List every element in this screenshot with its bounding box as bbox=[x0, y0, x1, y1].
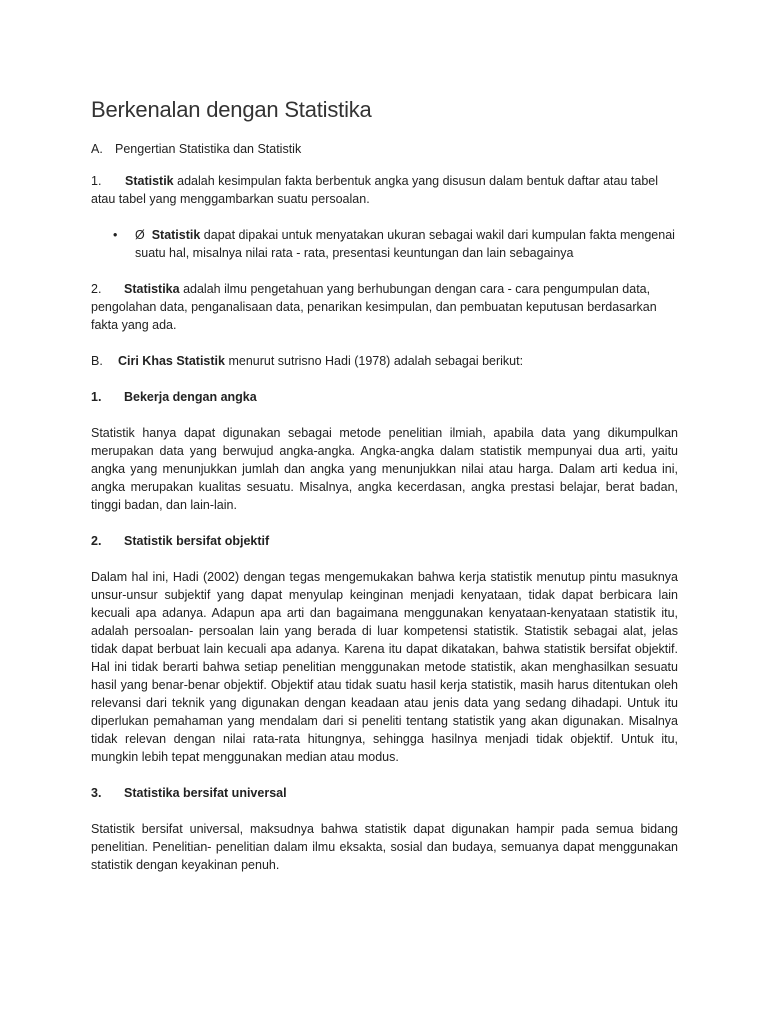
item-2-number: 2. bbox=[91, 282, 102, 296]
bullet-term: Statistik bbox=[151, 228, 201, 242]
subheading-3-number: 3. bbox=[91, 786, 102, 800]
item-1-paragraph bbox=[91, 172, 678, 208]
bullet-symbol: Ø bbox=[135, 228, 145, 242]
item-2-text: adalah ilmu pengetahuan yang berhubungan dengan cara - cara pengumpulan data, pengolahan data, penganalisaan data, penarikan kesimpulan, dan pembuatan keputusan berdasarkan fakta yang ada. bbox=[91, 282, 657, 332]
item-2-paragraph bbox=[91, 280, 678, 334]
bullet-dot: • bbox=[113, 228, 118, 242]
subheading-1-title: Bekerja dengan angka bbox=[124, 390, 257, 404]
subsection-1-paragraph: Statistik hanya dapat digunakan sebagai metode penelitian ilmiah, apabila data yang dikumpulkan merupakan data yang berwujud angka-angka. Angka-angka dalam statistik mempunyai dua arti, yaitu angka yang menunjukkan jumlah dan angka yang menunjukkan nilai atau harga. Dalam arti kedua ini, angka merupakan kualitas sesuatu. Misalnya, angka kecerdasan, angka prestasi belajar, berat badan, tinggi badan, dan lain-lain. bbox=[91, 426, 678, 512]
item-1-term: Statistik bbox=[125, 174, 174, 188]
section-b-term: Ciri Khas Statistik bbox=[118, 354, 225, 368]
subheading-2-title: Statistik bersifat objektif bbox=[124, 534, 270, 548]
subsection-3-paragraph: Statistik bersifat universal, maksudnya bahwa statistik dapat digunakan hampir pada semua bidang penelitian. Penelitian- penelitian dalam ilmu eksakta, sosial dan budaya, semuanya dapat menggunakan statistik dengan keyakinan penuh. bbox=[91, 822, 678, 872]
bullet-item bbox=[91, 226, 678, 262]
page-title: Berkenalan dengan Statistika bbox=[91, 97, 372, 122]
subheading-1-number: 1. bbox=[91, 390, 102, 404]
section-a-heading bbox=[91, 140, 678, 158]
subheading-3 bbox=[91, 784, 678, 802]
subheading-1 bbox=[91, 388, 678, 406]
section-b-heading bbox=[91, 352, 678, 370]
subheading-3-title: Statistika bersifat universal bbox=[124, 786, 287, 800]
item-1-text: adalah kesimpulan fakta berbentuk angka yang disusun dalam bentuk daftar atau tabel atau tabel yang menggambarkan suatu persoalan. bbox=[91, 174, 658, 206]
item-2-term: Statistika bbox=[124, 282, 180, 296]
item-1-number: 1. bbox=[91, 174, 102, 188]
subsection-2-paragraph: Dalam hal ini, Hadi (2002) dengan tegas mengemukakan bahwa kerja statistik menutup pintu masuknya unsur-unsur subjektif yang dapat menyulap keinginan menjadi kenyataan, tidak dapat berbicara lain kecuali apa adanya. Adapun apa arti dan bagaimana menggunakan kenyataan-kenyataan statistik itu, adalah persoalan- persoalan lain yang berada di luar kompetensi statistik. Statistik sebagai alat, jelas tidak dapat berbuat lain kecuali apa adanya. Karena itu dapat dikatakan, bahwa statistik bersifat objektif. Hal ini tidak berarti bahwa setiap penelitian menggunakan metode statistik, akan menghasilkan sesuatu hasil yang benar-benar objektif. Objektif atau tidak suatu hasil kerja statistik, masih harus ditentukan oleh relevansi dari teknik yang digunakan dengan keadaan atau jenis data yang sedang dihadapi. Untuk itu diperlukan pemahaman yang mendalam dari si peneliti tentang statistik yang akan digunakan. Misalnya tidak relevan dengan nilai rata-rata hitungnya, sehingga hasilnya menjadi tidak objektif. Untuk itu, mungkin lebih tepat menggunakan median atau modus. bbox=[91, 570, 678, 764]
section-a-letter: A. bbox=[91, 142, 103, 156]
subheading-2 bbox=[91, 532, 678, 550]
bullet-paragraph bbox=[135, 226, 678, 262]
section-b-text: menurut sutrisno Hadi (1978) adalah sebagai berikut: bbox=[224, 354, 524, 368]
bullet-text: dapat dipakai untuk menyatakan ukuran sebagai wakil dari kumpulan fakta mengenai suatu hal, misalnya nilai rata - rata, presentasi keuntungan dan lain sebagainya bbox=[135, 228, 675, 260]
subheading-2-number: 2. bbox=[91, 534, 102, 548]
section-a-title: Pengertian Statistika dan Statistik bbox=[115, 142, 302, 156]
section-b-letter: B. bbox=[91, 354, 103, 368]
